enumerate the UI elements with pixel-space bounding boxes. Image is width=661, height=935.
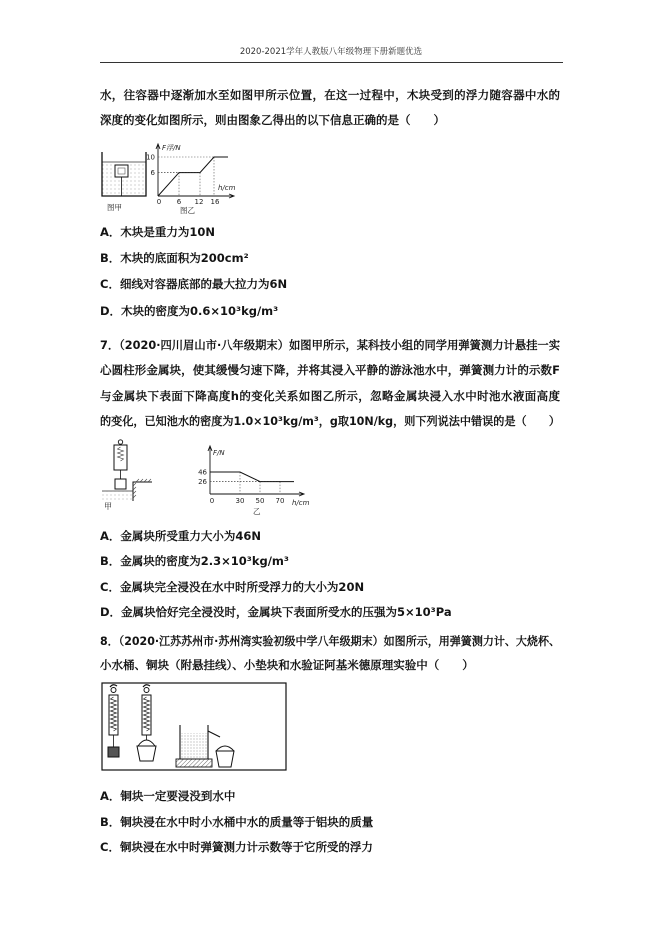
- q6-option-b[interactable]: B．木块的底面积为200cm²: [100, 251, 249, 265]
- small-pad-block: [176, 759, 212, 767]
- hook-ring: [144, 688, 149, 693]
- q8-stem-line-1: 8．（2020·江苏苏州市·苏州湾实验初级中学八年级期末）如图所示，用弹簧测力计、大烧杯、: [100, 634, 560, 648]
- x-tick-label: 12: [194, 198, 204, 206]
- spring-scale-with-copper-block: [108, 685, 119, 757]
- q7-figure: [98, 438, 316, 518]
- q8-stem-line-2: 小水桶、铜块（附悬挂线）、小垫块和水验证阿基米德原理实验中（ ）: [100, 658, 474, 672]
- overflow-cup-setup: [176, 725, 234, 767]
- q7-stem-line-1: 7．（2020·四川眉山市·八年级期末）如图甲所示，某科技小组的同学用弹簧测力计悬挂一实: [100, 338, 560, 352]
- small-bucket: [137, 746, 156, 761]
- x-axis-label: h/cm: [292, 499, 310, 507]
- q7-option-c[interactable]: C．金属块完全浸没在水中时所受浮力的大小为20N: [100, 580, 365, 594]
- cup-water: [180, 733, 208, 759]
- q6-option-d[interactable]: D．木块的密度为0.6×10³kg/m³: [100, 304, 279, 318]
- spring-scale-with-bucket: [137, 685, 156, 761]
- hand-grip: [143, 685, 150, 687]
- spring-scale: [114, 445, 127, 470]
- hook-ring: [111, 688, 116, 693]
- x-tick-label: 16: [210, 198, 220, 206]
- q7-stem-line-2: 心圆柱形金属块，使其缓慢匀速下降，并将其浸入平静的游泳池水中，弹簧测力计的示数F: [100, 363, 560, 377]
- q7-option-a[interactable]: A．金属块所受重力大小为46N: [100, 529, 262, 543]
- graph-label: 乙: [253, 507, 261, 516]
- q6-figure: [98, 140, 240, 216]
- container-diagram: [102, 152, 146, 196]
- q8-option-b[interactable]: B．铜块浸在水中时小水桶中水的质量等于铝块的质量: [100, 815, 374, 829]
- q7-stem-line-4: 的变化，已知池水的密度为1.0×10³kg/m³，g取10N/kg，则下列说法中错误的是（ ）: [100, 414, 560, 428]
- y-axis-label: F/N: [213, 449, 225, 457]
- y-tick-label: 46: [198, 468, 207, 477]
- diagram-label: 图甲: [107, 203, 122, 212]
- x-tick-label: 0: [209, 497, 215, 505]
- y-tick-label: 26: [198, 478, 207, 486]
- q8-option-c[interactable]: C．铜块浸在水中时弹簧测力计示数等于它所受的浮力: [100, 840, 373, 854]
- hook-ring: [118, 440, 122, 444]
- wood-block: [115, 165, 128, 177]
- q6-option-c[interactable]: C．细线对容器底部的最大拉力为6N: [100, 277, 288, 291]
- x-tick-label: 30: [235, 497, 245, 505]
- q7-option-b[interactable]: B．金属块的密度为2.3×10³kg/m³: [100, 554, 289, 568]
- header-rule: [100, 62, 563, 63]
- copper-block: [108, 747, 119, 757]
- y-tick-label: 6: [150, 169, 155, 177]
- q6-stem-line-2: 深度的变化如图所示，则由图象乙得出的以下信息正确的是（ ）: [100, 113, 445, 127]
- graph-line: [210, 472, 294, 482]
- y-axis-label: F浮/N: [162, 144, 181, 152]
- catch-bucket: [216, 751, 234, 767]
- x-tick-label: 0: [156, 198, 162, 206]
- q7-option-d[interactable]: D．金属块恰好完全浸没时，金属块下表面所受水的压强为5×10³Pa: [100, 605, 452, 619]
- y-tick-label: 10: [146, 153, 155, 162]
- q7-graph-marks: [210, 472, 294, 494]
- force-graph: [198, 446, 310, 516]
- metal-block: [115, 479, 126, 489]
- x-tick-label: 50: [255, 497, 265, 505]
- q6-option-a[interactable]: A．木块是重力为10N: [100, 225, 216, 239]
- x-tick-label: 70: [275, 497, 285, 505]
- pool-water: [102, 491, 133, 501]
- graph-label: 图乙: [180, 206, 195, 215]
- q8-option-a[interactable]: A．铜块一定要浸没到水中: [100, 789, 236, 803]
- bucket-handle: [138, 740, 155, 746]
- q7-stem-line-3: 与金属块下表面下降高度h的变化关系如图乙所示，忽略金属块浸入水中时池水液面高度: [100, 389, 560, 403]
- hand-grip: [110, 685, 117, 687]
- overflow-spout: [208, 731, 220, 737]
- buoyancy-graph: [146, 144, 236, 215]
- q8-figure: [100, 681, 290, 773]
- x-axis-label: h/cm: [218, 184, 236, 192]
- page-header-title: 2020-2021学年人教版八年级物理下册新题优选: [239, 47, 423, 57]
- q6-stem-line-1: 水，往容器中逐渐加水至如图甲所示位置，在这一过程中，木块受到的浮力随容器中水的: [100, 88, 560, 102]
- spring-scale-apparatus: [102, 440, 152, 501]
- x-tick-label: 6: [176, 198, 182, 206]
- catch-bucket-handle: [216, 746, 234, 751]
- diagram-label: 甲: [104, 502, 112, 511]
